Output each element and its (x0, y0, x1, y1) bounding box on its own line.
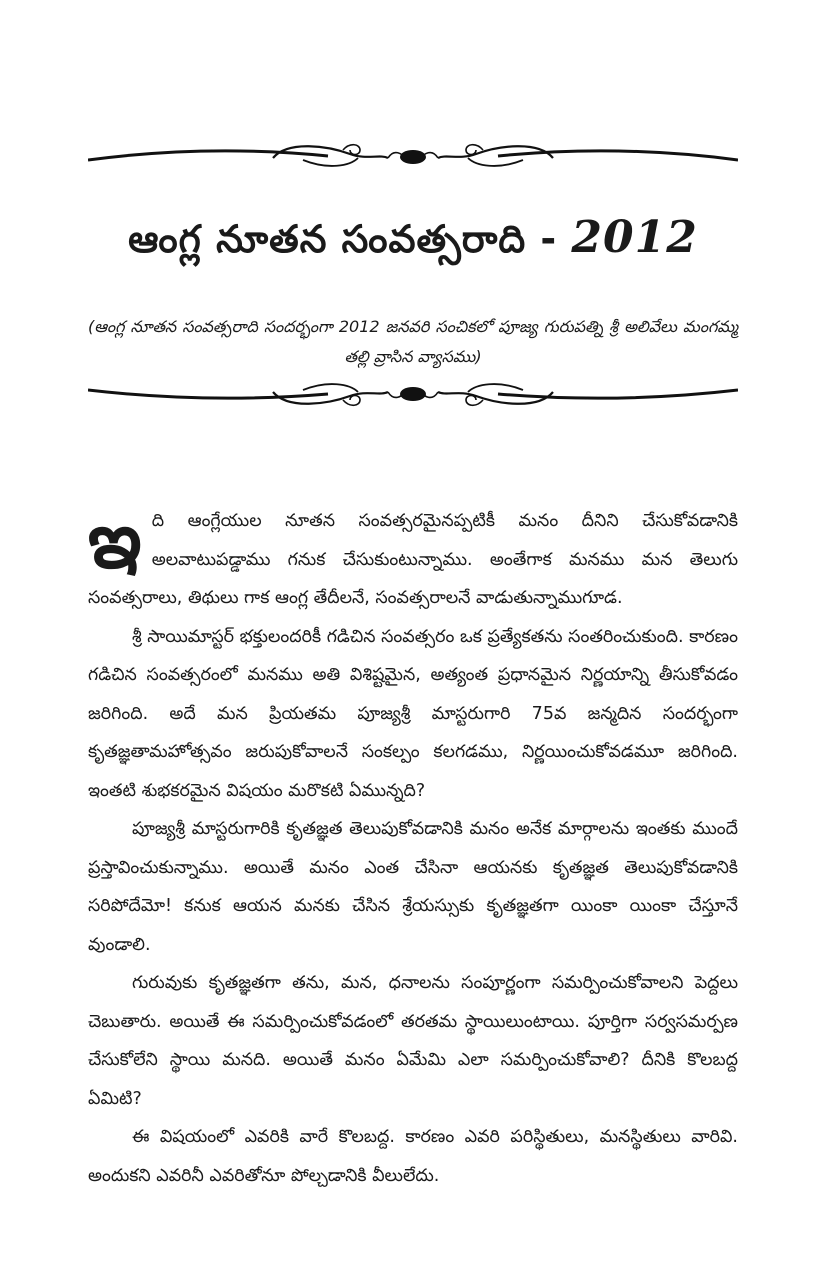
paragraph-1 (88, 496, 738, 618)
paragraph-2: శ్రీ సాయిమాస్టర్ భక్తులందరికీ గడిచిన సంవత్సరం ఒక ప్రత్యేకతను సంతరించుకుంది. కారణం గడిచిన సంవత్సరంలో మనము అతి విశిష్టమైన, అత్యంత ప్రధానమైన నిర్ణయాన్ని తీసుకోవడం జరిగింది. అదే మన ప్రియతమ పూజ్యశ్రీ మాస్టరుగారి 75వ జన్మదిన సందర్భంగా కృతజ్ఞతామహోత్సవం జరుపుకోవాలనే సంకల్పం కలగడము, నిర్ణయించుకోవడమూ జరిగింది. ఇంతటి శుభకరమైన విషయం మరొకటి ఏమున్నది? (88, 626, 738, 801)
bottom-ornament-divider (88, 380, 738, 416)
top-ornament-divider (88, 140, 738, 176)
title-text: ఆంగ్ల నూతన సంవత్సరాది - (128, 217, 572, 261)
paragraph-3: పూజ్యశ్రీ మాస్టరుగారికి కృతజ్ఞత తెలుపుకోవడానికి మనం అనేక మార్గాలను ఇంతకు ముందే ప్రస్తావించుకున్నాము. అయితే మనం ఎంత చేసినా ఆయనకు కృతజ్ఞత తెలుపుకోవడానికి సరిపోదేమో! కనుక ఆయన మనకు చేసిన శ్రేయస్సుకు కృతజ్ఞతగా యింకా యింకా చేస్తూనే వుండాలి. (88, 819, 738, 955)
flourish-icon (88, 380, 738, 416)
paragraph-5: ఈ విషయంలో ఎవరికి వారే కొలబద్ద. కారణం ఎవరి పరిస్థితులు, మనస్థితులు వారివి. అందుకని ఎవరినీ ఎవరితోనూ పోల్చడానికి వీలులేదు. (88, 1127, 738, 1186)
flourish-icon (88, 140, 738, 176)
title-year: 2012 (571, 212, 698, 263)
page-title (88, 212, 738, 271)
paragraph-1-text: ది ఆంగ్లేయుల నూతన సంవత్సరమైనప్పటికీ మనం దీనిని చేసుకోవడానికి అలవాటుపడ్డాము గనుక చేసుకుంటున్నాము. అంతేగాక మనము మన తెలుగు సంవత్సరాలు, తిథులు గాక ఆంగ్ల తేదీలనే, సంవత్సరాలనే వాడుతున్నాముగూడ. (88, 511, 738, 608)
paragraph-4: గురువుకు కృతజ్ఞతగా తను, మన, ధనాలను సంపూర్ణంగా సమర్పించుకోవాలని పెద్దలు చెబుతారు. అయితే ఈ సమర్పించుకోవడంలో తరతమ స్థాయిలుంటాయి. పూర్తిగా సర్వసమర్పణ చేసుకోలేని స్థాయి మనది. అయితే మనం ఏమేమి ఎలా సమర్పించుకోవాలి? దీనికి కొలబద్ద ఏమిటి? (88, 973, 738, 1109)
subtitle-note: (ఆంగ్ల నూతన సంవత్సరాది సందర్భంగా 2012 జనవరి సంచికలో పూజ్య గురుపత్ని శ్రీ అలివేలు మంగమ్మ తల్లి వ్రాసిన వ్యాసము) (88, 317, 738, 366)
article-body (88, 496, 738, 1195)
drop-cap: ఇ (88, 496, 142, 586)
